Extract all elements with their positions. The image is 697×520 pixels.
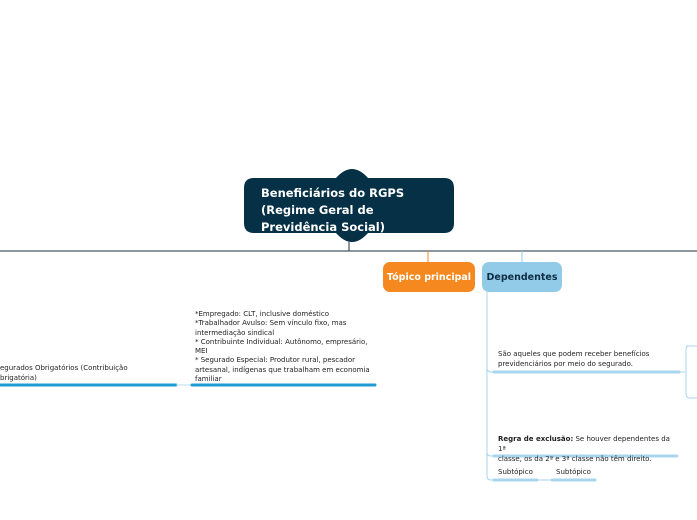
main-topic-label: Tópico principal: [386, 271, 472, 283]
subtopic-2[interactable]: Subtópico: [556, 468, 591, 476]
subtopic-1[interactable]: Subtópico: [498, 468, 533, 476]
exclusion-rule-title: Regra de exclusão:: [498, 435, 574, 443]
dependentes-definition-node[interactable]: São aqueles que podem receber benefícios previdenciários por meio do segurado.: [498, 350, 650, 368]
exclusion-rule-text: Se houver dependentes da 1ª: [498, 435, 670, 453]
definition-subbranches: [679, 346, 697, 398]
central-topic[interactable]: [244, 169, 454, 242]
segurados-obrigatorios-node[interactable]: egurados Obrigatórios (Contribuição brigatória): [0, 364, 128, 382]
dependentes-label: Dependentes: [486, 271, 558, 283]
main-topic-node[interactable]: [383, 262, 475, 292]
exclusion-rule-node[interactable]: Regra de exclusão: Se houver dependentes da 1ª classe, os da 2ª e 3ª classe não têm direito.: [498, 435, 670, 463]
dependentes-tree: [487, 292, 494, 480]
segurados-details-node[interactable]: *Empregado: CLT, inclusive doméstico *Trabalhador Avulso: Sem vínculo fixo, mas intermediação sindical * Contribuinte Individual: Autônomo, empresário, MEI * Segurado Especial: Produtor rural, pescador artesanal, indígenas que trabalham em economia familiar: [195, 310, 370, 384]
central-topic-title: Beneficiários do RGPS (Regime Geral de Previdência Social): [261, 186, 405, 234]
dependentes-node[interactable]: [482, 262, 562, 292]
